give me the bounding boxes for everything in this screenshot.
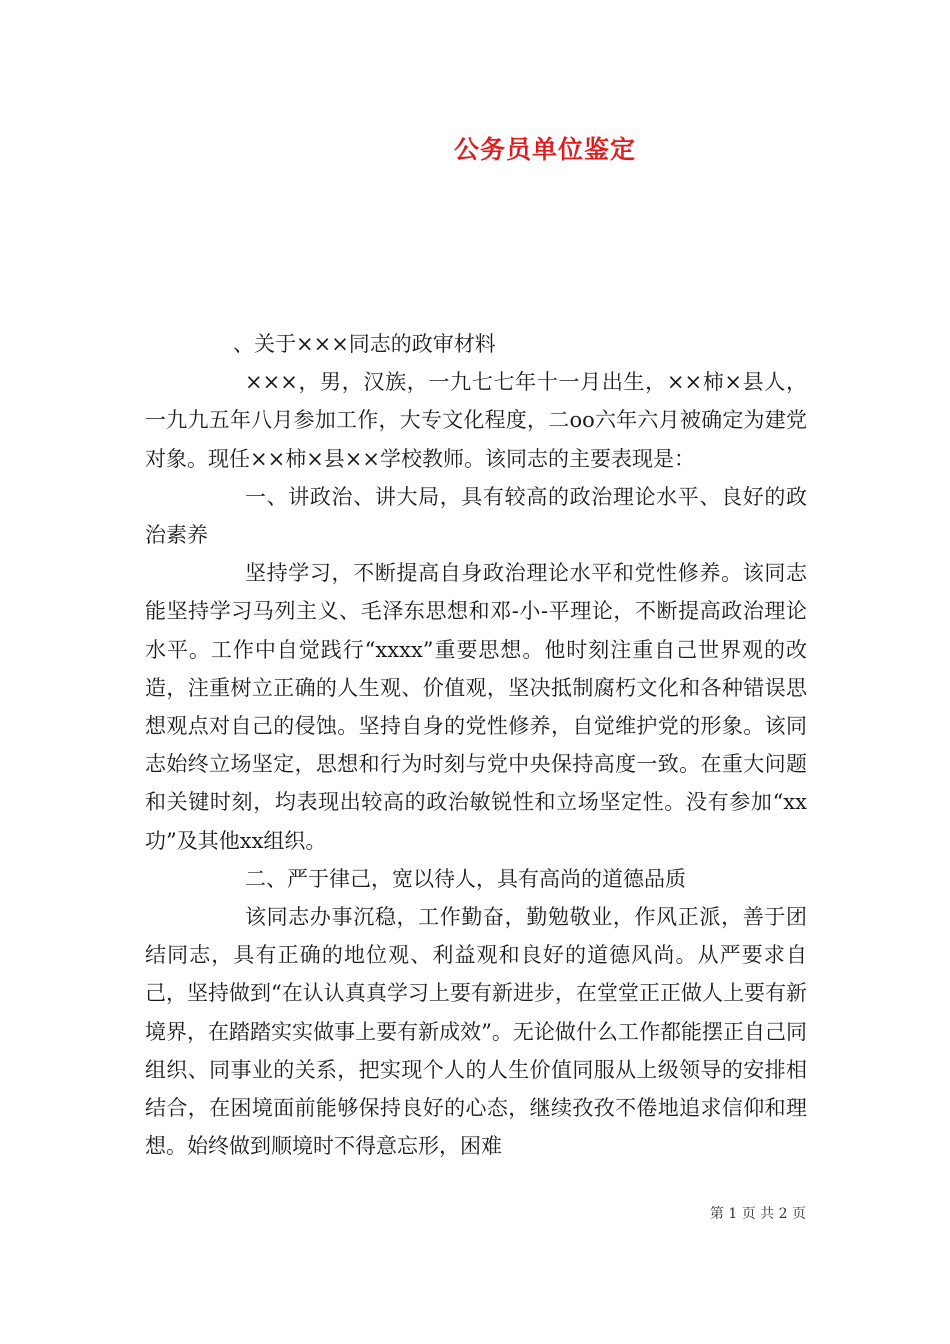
paragraph-section-1: 坚持学习，不断提高自身政治理论水平和党性修养。该同志能坚持学习马列主义、毛泽东思想和邓-小-平理论，不断提高政治理论水平。工作中自觉践行“xxxx”重要思想。他时刻注重自己世界观的改造，注重树立正确的人生观、价值观，坚决抵制腐朽文化和各种错误思想观点对自己的侵蚀。坚持自身的党性修养，自觉维护党的形象。该同志始终立场坚定，思想和行为时刻与党中央保持高度一致。在重大问题和关键时刻，均表现出较高的政治敏锐性和立场坚定性。没有参加“xx功”及其他xx组织。	[145, 561, 807, 853]
paragraph-heading: 、关于×××同志的政审材料	[233, 332, 496, 356]
section-heading-2: 二、严于律己，宽以待人，具有高尚的道德品质	[245, 866, 686, 891]
document-title: 公务员单位鉴定	[453, 135, 636, 164]
page-number: 第 1 页 共 2 页	[709, 1206, 806, 1222]
section-heading-1: 一、讲政治、讲大局，具有较高的政治理论水平、良好的政治素养	[145, 484, 807, 548]
document-body	[145, 325, 807, 1165]
paragraph-section-2: 该同志办事沉稳，工作勤奋，勤勉敬业，作风正派，善于团结同志，具有正确的地位观、利益观和良好的道德风尚。从严要求自己，坚持做到“在认认真真学习上要有新进步，在堂堂正正做人上要有新境界，在踏踏实实做事上要有新成效”。无论做什么工作都能摆正自己同组织、同事业的关系，把实现个人的人生价值同服从上级领导的安排相结合，在困境面前能够保持良好的心态，继续孜孜不倦地追求信仰和理想。始终做到顺境时不得意忘形，困难	[145, 905, 807, 1159]
paragraph-intro: ×××，男，汉族，一九七七年十一月出生，××柿×县人，一九九五年八月参加工作，大专文化程度，二oo六年六月被确定为建党对象。现任××柿×县××学校教师。该同志的主要表现是：	[145, 370, 807, 471]
